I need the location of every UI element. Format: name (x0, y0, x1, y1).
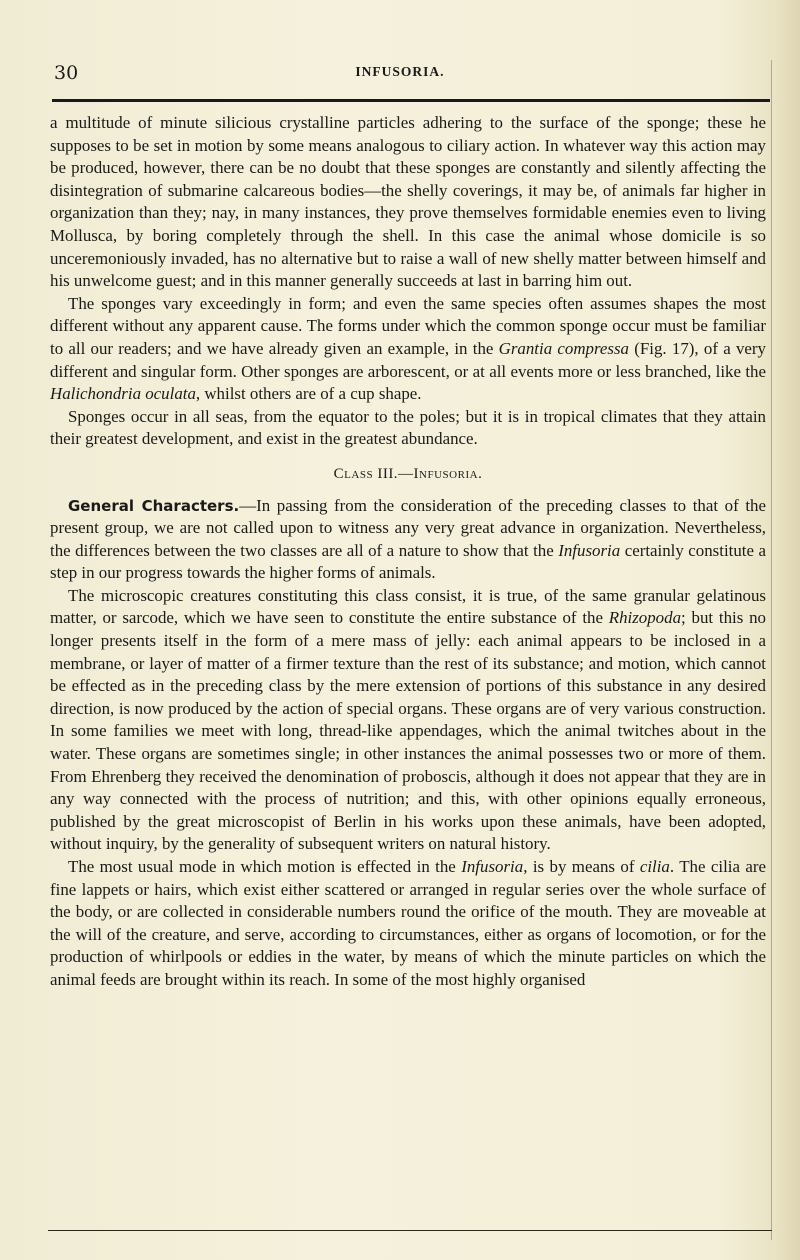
header-rule (52, 99, 770, 102)
paragraph-text: . The cilia are fine lappets or hairs, which exist either scattered or arranged in regular series over the whole surface of the body, or are collected in considerable numbers round the orifice of the mouth. They are moveable at the will of the creature, and serve, according to circumstances, either as organs of locomotion, or for the production of whirlpools or eddies in the water, by means of which the minute particles on which the animal feeds are brought within its reach. In some of the most highly organised (50, 857, 766, 989)
body-text (50, 112, 766, 992)
page-edge-shadow (771, 60, 772, 1240)
section-heading: Class III.—Infusoria. (333, 465, 483, 482)
paragraph-sponge-forms (50, 293, 766, 406)
bottom-edge (48, 1230, 772, 1231)
page-number: 30 (54, 62, 79, 84)
paragraph-text: ; but this no longer presents itself in the form of a mere mass of jelly: each animal appears to be inclosed in a membrane, or layer of matter of a firmer texture than the rest of its substance; and motion, which cannot be effected as in the preceding class by the mere extension of portions of this substance in any desired direction, is now produced by the action of special organs. These organs are of very various construction. In some families we meet with long, thread-like appendages, which the animal twitches about in the water. These organs are sometimes single; in other instances the animal possesses two or more of them. From Ehrenberg they received the denomination of proboscis, although it does not appear that they are in any way connected with the process of nutrition; and this, with other opinions equally erroneous, published by the great microscopist of Berlin in his works upon these animals, have been adopted, without inquiry, by the generality of subsequent writers on natural history. (50, 608, 766, 854)
paragraph-text: The microscopic creatures constituting this class consist, it is true, of the same granular gelatinous matter, or sarcode, which we have seen to constitute the entire substance of the (50, 585, 766, 628)
term-cilia: cilia (639, 857, 670, 876)
paragraph-text: —In passing from the consideration of the preceding classes to that of the present group, we are not called upon to witness any very great advance in organization. Nevertheless, the differences between the two classes are all of a nature to show that the (50, 495, 766, 560)
paragraph-text: certainly constitute a step in our progress towards the higher forms of animals. (50, 540, 766, 583)
subsection-lead: General Characters. (68, 496, 240, 515)
species-name: Halichondria oculata (50, 384, 196, 404)
paragraph-microscopic-creatures (50, 585, 766, 856)
paragraph-text: , whilst others are of a cup shape. (195, 384, 422, 404)
page-header (50, 60, 750, 88)
taxon-name: Infusoria (461, 857, 524, 876)
species-name: Grantia compressa (498, 338, 630, 358)
taxon-name: Rhizopoda (608, 608, 682, 628)
paragraph-text: The sponges vary exceedingly in form; and even the same species often assumes shapes the most different without any apparent cause. The forms under which the common sponge occur must be familiar to all our readers; and we have already given an example, in the (50, 293, 766, 358)
running-title: INFUSORIA. (355, 64, 445, 79)
paragraph-text: (Fig. 17), of a very different and singular form. Other sponges are arborescent, or at all events more or less branched, like the (50, 338, 766, 381)
paragraph-text: Sponges occur in all seas, from the equator to the poles; but it is in tropical climates that they attain their greatest development, and exist in the greatest abundance. (50, 406, 766, 449)
paragraph-text: The most usual mode in which motion is effected in the (68, 857, 462, 876)
paragraph-general-characters (50, 495, 766, 585)
paragraph-text: , is by means of (523, 857, 640, 876)
paragraph-sponge-particles (50, 112, 766, 293)
paragraph-text: a multitude of minute silicious crystalline particles adhering to the surface of the sponge; these he supposes to be set in motion by some means analogous to ciliary action. In whatever way this action may be produced, however, there can be no doubt that these sponges are constantly and silently affecting the disintegration of submarine calcareous bodies—the shelly coverings, it may be, of animals far higher in organization than they; nay, in many instances, they prove themselves formidable enemies even to living Mollusca, by boring completely through the shell. In this case the animal whose domicile is so unceremoniously invaded, has no alternative but to raise a wall of new shelly matter between himself and his unwelcome guest; and in this manner generally succeeds at last in barring him out. (50, 113, 766, 291)
paragraph-sponge-distribution (50, 406, 766, 451)
taxon-name: Infusoria (558, 540, 621, 560)
paragraph-cilia (50, 856, 766, 992)
